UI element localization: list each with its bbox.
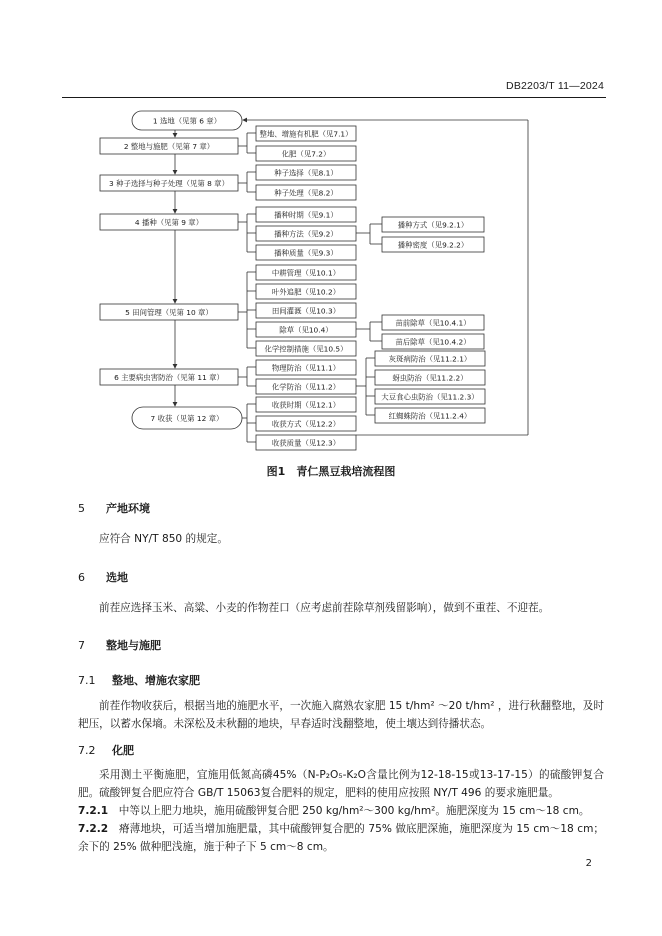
- sub-item-0: 整地、增施有机肥（见7.1）: [259, 129, 353, 139]
- clause-7-2-1-number: 7.2.1: [78, 805, 109, 817]
- subsub-item-0: 播种方式（见9.2.1）: [397, 220, 469, 230]
- clause-7-2-2: [78, 820, 604, 856]
- subsub-item-1: 播种密度（见9.2.2）: [397, 240, 469, 250]
- section-7-2-number: 7.2: [78, 744, 96, 757]
- sub-item-4: 播种时期（见9.1）: [274, 210, 338, 220]
- section-7-1-text: 前茬作物收获后，根据当地的施肥水平，一次施入腐熟农家肥 15 t/hm² ～20 t/hm² ，进行秋翻整地，及时耙压，以蓄水保墒。未深松及未秋翻的地块，早春适时浅翻整地，使土壤达到待播状态。: [78, 700, 604, 730]
- sub-item-1: 化肥（见7.2）: [281, 149, 331, 159]
- main-step-1: 1 选地（见第 6 章）: [152, 116, 222, 126]
- sub-item-14: 收获时期（见12.1）: [271, 400, 341, 410]
- subsub-item-3: 苗后除草（见10.4.2）: [395, 337, 471, 347]
- section-7-2-text: 采用测土平衡施肥，宜施用低氮高磷45%（N-P₂O₅-K₂O含量比例为12-18-15或13-17-15）的硫酸钾复合肥。硫酸钾复合肥应符合 GB/T 15063复合肥料的规定，肥料的使用应按照 NY/T 496 的要求施肥量。: [78, 769, 604, 799]
- sub-item-5: 播种方法（见9.2）: [274, 229, 338, 239]
- main-step-2: 2 整地与施肥（见第 7 章）: [123, 142, 215, 151]
- section-7-1-heading: [78, 672, 200, 688]
- section-6-text: 前茬应选择玉米、高粱、小麦的作物茬口（应考虑前茬除草剂残留影响），做到不重茬、不迎茬。: [99, 602, 550, 614]
- subsub-item-2: 苗前除草（见10.4.1）: [395, 318, 471, 328]
- sub-item-10: 除草（见10.4）: [279, 325, 333, 335]
- cultivation-flowchart: [0, 0, 662, 460]
- clause-7-2-2-number: 7.2.2: [78, 823, 109, 835]
- main-step-5: 5 田间管理（见第 10 章）: [125, 308, 213, 317]
- clause-7-2-1: [78, 802, 604, 820]
- subsub-item-4: 灰斑病防治（见11.2.1）: [388, 354, 472, 364]
- sub-item-6: 播种质量（见9.3）: [274, 248, 338, 258]
- section-7-heading: [78, 637, 161, 653]
- clause-7-2-1-text: 中等以上肥力地块，施用硫酸钾复合肥 250 kg/hm²～300 kg/hm²。施肥深度为 15 cm～18 cm。: [118, 805, 590, 817]
- sub-item-12: 物理防治（见11.1）: [271, 363, 341, 373]
- sub-item-16: 收获质量（见12.3）: [271, 438, 341, 448]
- section-7-2-heading: [78, 742, 134, 758]
- section-7-title: 整地与施肥: [106, 639, 161, 652]
- subsub-item-5: 蚜虫防治（见11.2.2）: [392, 373, 468, 383]
- section-5-heading: [78, 500, 150, 516]
- subsub-item-7: 红蜘蛛防治（见11.2.4）: [388, 411, 472, 421]
- section-7-number: 7: [78, 639, 85, 652]
- sub-item-3: 种子处理（见8.2）: [274, 188, 338, 198]
- section-5-number: 5: [78, 502, 85, 515]
- clause-7-2-2-text: 瘠薄地块，可适当增加施肥量，其中硫酸钾复合肥的 75% 做底肥深施，施肥深度为 15 cm～18 cm；余下的 25% 做种肥浅施，施于种子下 5 cm～8 cm。: [78, 823, 604, 853]
- section-5-title: 产地环境: [106, 502, 150, 515]
- section-6-number: 6: [78, 571, 85, 584]
- sub-item-9: 田间灌溉（见10.3）: [271, 306, 341, 316]
- sub-item-7: 中耕管理（见10.1）: [271, 268, 341, 278]
- sub-item-15: 收获方式（见12.2）: [271, 419, 341, 429]
- sub-item-2: 种子选择（见8.1）: [274, 168, 338, 178]
- section-6-title: 选地: [106, 571, 128, 584]
- subsub-item-6: 大豆食心虫防治（见11.2.3）: [381, 392, 479, 402]
- section-5-text: 应符合 NY/T 850 的规定。: [99, 533, 228, 545]
- page-number: 2: [585, 858, 592, 869]
- sub-item-11: 化学控制措施（见10.5）: [264, 344, 348, 354]
- sub-item-13: 化学防治（见11.2）: [271, 382, 341, 392]
- main-step-3: 3 种子选择与种子处理（见第 8 章）: [109, 179, 229, 188]
- sub-item-8: 叶外追肥（见10.2）: [271, 287, 341, 297]
- main-step-4: 4 播种（见第 9 章）: [134, 218, 204, 227]
- section-7-2-title: 化肥: [112, 744, 134, 757]
- section-7-1-number: 7.1: [78, 674, 96, 687]
- document-code: DB2203/T 11—2024: [506, 80, 604, 92]
- section-7-1-title: 整地、增施农家肥: [112, 674, 200, 687]
- main-step-7: 7 收获（见第 12 章）: [150, 414, 224, 423]
- section-6-heading: [78, 569, 128, 585]
- main-step-6: 6 主要病虫害防治（见第 11 章）: [114, 373, 224, 382]
- figure-caption: 图1 青仁黑豆栽培流程图: [266, 465, 396, 478]
